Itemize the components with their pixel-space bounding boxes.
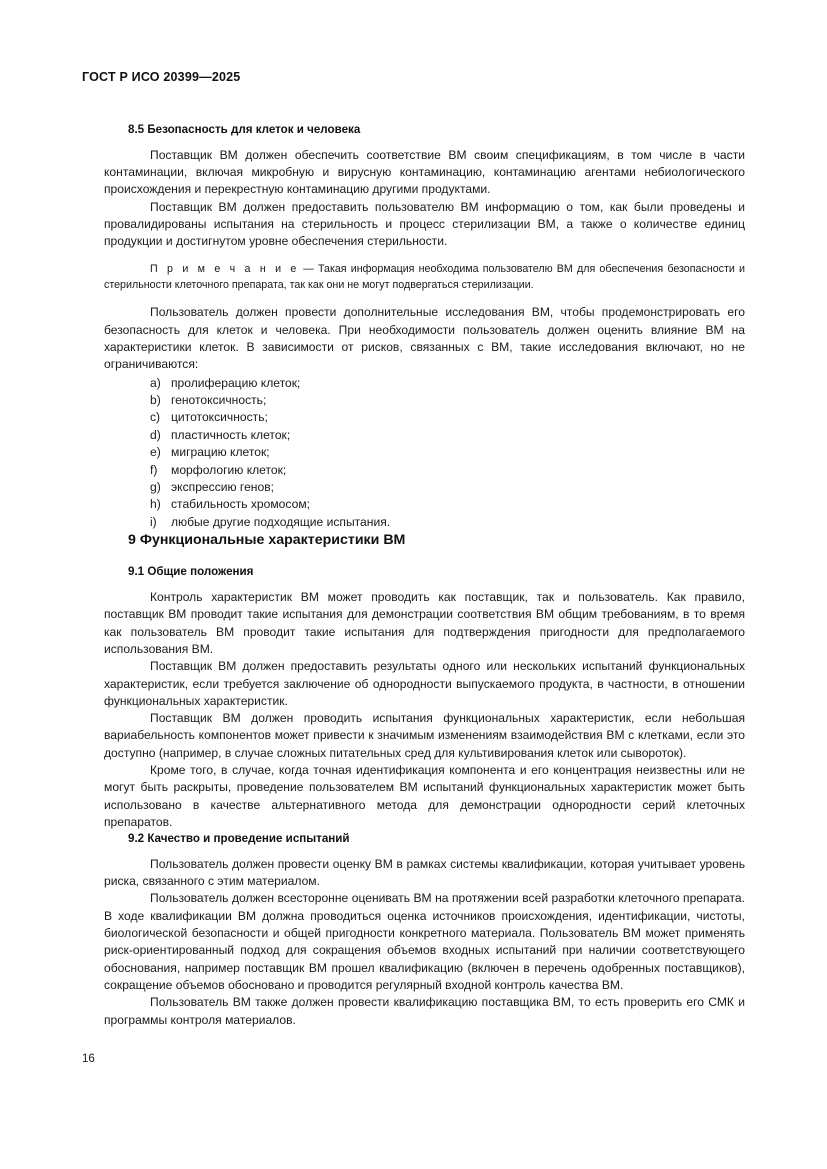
- page-number: 16: [82, 1053, 95, 1065]
- alpha-list-8-5: [104, 375, 745, 532]
- list-item-text: миграцию клеток;: [171, 445, 270, 460]
- list-item-text: экспрессию генов;: [171, 480, 274, 495]
- page-content: [82, 70, 745, 1029]
- list-marker: e): [150, 445, 161, 460]
- body-column: [104, 122, 745, 1029]
- list-item-text: любые другие подходящие испытания.: [171, 514, 391, 529]
- paragraph-9-1-4: Кроме того, в случае, когда точная идентификация компонента и его концентрация неизвестны или не могут быть раскрыты, проведение пользователем ВМ испытаний функциональных характеристик может быть использовано в качестве альтернативного метода для демонстрации однородности серий клеточных препаратов.: [104, 763, 745, 829]
- list-item: [104, 462, 745, 479]
- list-item: [104, 392, 745, 409]
- paragraph-9-1-2: Поставщик ВМ должен предоставить результаты одного или нескольких испытаний функциональных характеристик, если требуется заключение об однородности выпускаемого продукта, в частности, в отношении функциональных характеристик.: [104, 659, 745, 708]
- paragraph-9-2-3: Пользователь ВМ также должен провести квалификацию поставщика ВМ, то есть проверить его СМК и программы контроля материалов.: [104, 995, 745, 1027]
- list-item-text: генотоксичность;: [171, 393, 267, 408]
- note-label: П р и м е ч а н и е: [150, 263, 299, 276]
- paragraph-9-2-2: Пользователь должен всесторонне оценивать ВМ на протяжении всей разработки клеточного препарата. В ходе квалификации ВМ должна проводиться оценка источников происхождения, идентификации, чистоты, биологической безопасности и общей пригодности конкретного материала. Пользователь ВМ может применять риск-ориентированный подход для сокращения объемов входных испытаний при наличии соответствующего обоснования, например поставщик ВМ прошел квалификацию (включен в перечень одобренных поставщиков), сокращение объемов обосновано и проводится регулярный входной контроль качества ВМ.: [104, 891, 745, 992]
- list-item: [104, 479, 745, 496]
- list-item-text: стабильность хромосом;: [171, 497, 310, 512]
- note-text: — Такая информация необходима пользователю ВМ для обеспечения безопасности и стерильности клеточного препарата, так как они не могут подвергаться стерилизации.: [104, 263, 746, 292]
- paragraph-9-1-3: Поставщик ВМ должен проводить испытания функциональных характеристик, если небольшая вариабельность компонентов может привести к значимым изменениям взаимодействия ВМ с клетками, если это доступно (например, в случае сложных питательных сред для культивирования клеток или сывороток).: [104, 711, 745, 760]
- list-marker: h): [150, 497, 161, 512]
- list-item: [104, 375, 745, 392]
- list-item: [104, 427, 745, 444]
- list-marker: c): [150, 410, 161, 425]
- list-item-text: морфологию клеток;: [171, 462, 287, 477]
- section-heading-9: 9 Функциональные характеристики ВМ: [128, 532, 406, 549]
- paragraph-8-5-2: Поставщик ВМ должен предоставить пользователю ВМ информацию о том, как были проведены и провалидированы испытания на стерильность и процесс стерилизации ВМ, а также о количестве единиц продукции и достигнутом уровне обеспечения стерильности.: [104, 199, 745, 249]
- list-item: [104, 496, 745, 513]
- paragraph-9-2-1: Пользователь должен провести оценку ВМ в рамках системы квалификации, которая учитывает уровень риска, связанного с этим материалом.: [104, 856, 745, 889]
- list-item: [104, 409, 745, 426]
- list-item: [104, 514, 745, 531]
- document-header: ГОСТ Р ИСО 20399—2025: [82, 70, 241, 84]
- section-heading-9-2: 9.2 Качество и проведение испытаний: [128, 832, 350, 846]
- paragraph-9-1-1: Контроль характеристик ВМ может проводить как поставщик, так и пользователь. Как правило, поставщик ВМ проводит такие испытания для демонстрации соответствия ВМ общим требованиям, в то время как пользователь ВМ проводит такие испытания для подтверждения пригодности для предполагаемого использования ВМ.: [104, 590, 745, 656]
- list-marker: d): [150, 427, 161, 442]
- paragraph-8-5-3: Пользователь должен провести дополнительные исследования ВМ, чтобы продемонстрировать его безопасность для клеток и человека. При необходимости пользователь должен оценить влияние ВМ на характеристики клеток. В зависимости от рисков, связанных с ВМ, такие исследования включают, но не ограничиваются:: [104, 305, 745, 372]
- paragraph-8-5-1: Поставщик ВМ должен обеспечить соответствие ВМ своим спецификациям, в том числе в части контаминации, включая микробную и вирусную контаминацию, контаминацию агентами небиологического происхождения и перекрестную контаминацию другими продуктами.: [104, 147, 745, 197]
- list-item-text: пластичность клеток;: [171, 427, 291, 442]
- list-marker: a): [150, 375, 161, 390]
- section-heading-9-1: 9.1 Общие положения: [128, 565, 254, 579]
- note-8-5: [104, 261, 745, 293]
- section-heading-8-5: 8.5 Безопасность для клеток и человека: [128, 123, 361, 136]
- list-item: [104, 444, 745, 461]
- list-item-text: пролиферацию клеток;: [171, 375, 301, 390]
- list-marker: b): [150, 393, 161, 408]
- list-marker: f): [150, 462, 158, 477]
- list-marker: i): [150, 514, 157, 529]
- list-item-text: цитотоксичность;: [171, 410, 268, 425]
- list-marker: g): [150, 480, 161, 495]
